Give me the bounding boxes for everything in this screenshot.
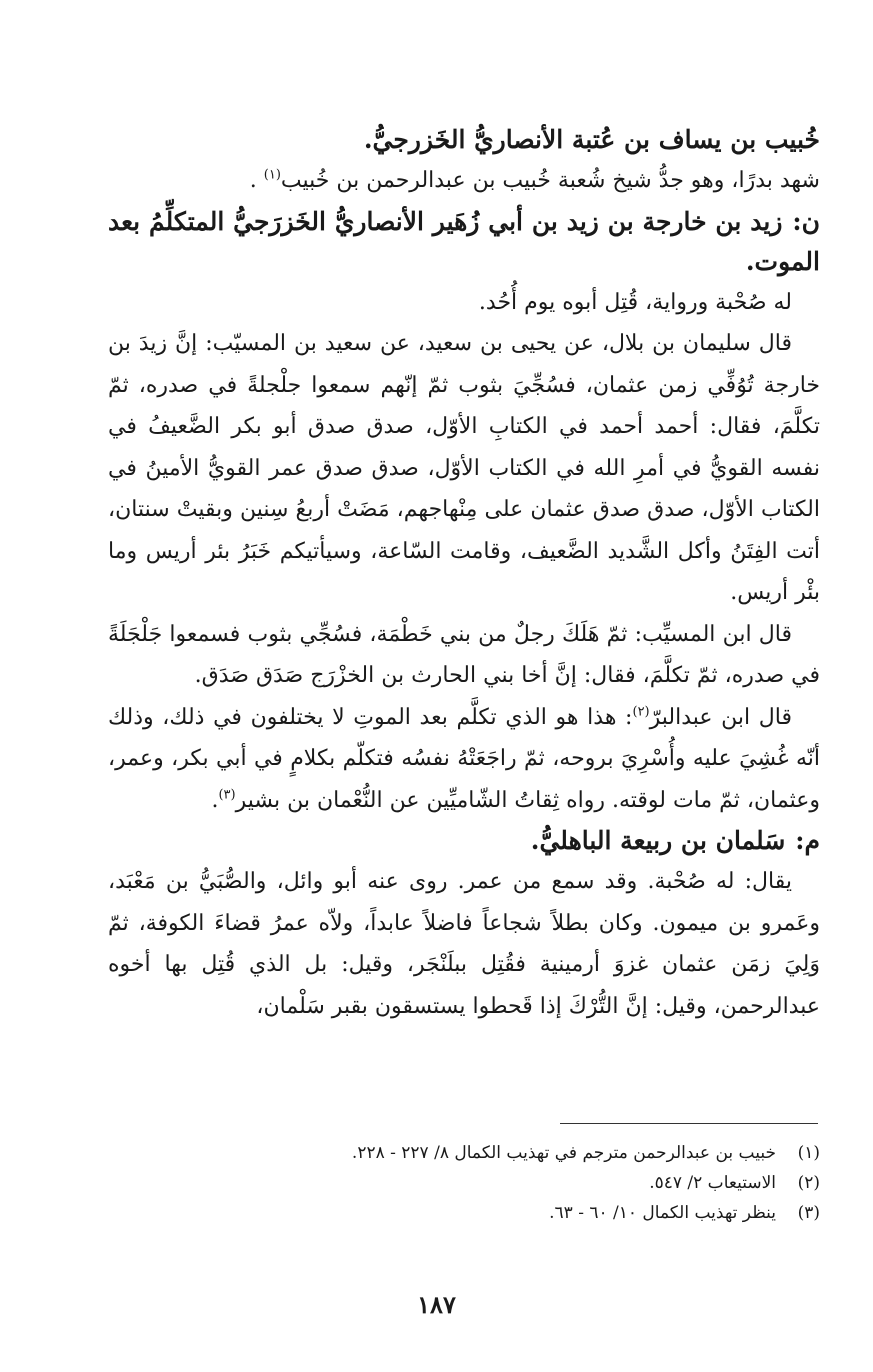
paragraph [108,861,820,1027]
entry-title-salman [108,821,820,861]
footnote-ref: (٣) [218,787,236,803]
entry-title-text: زيد بن خارجة بن زيد بن أبي زُهَير الأنصاريُّ الخَزرَجيُّ المتكلِّمُ بعد الموت. [108,206,820,276]
entry-title-text: سَلمان بن ربيعة الباهليُّ. [530,826,786,855]
paragraph-text: يقال: له صُحْبة. وقد سمع من عمر. روى عنه أبو وائل، والصُّبَيُّ بن مَعْبَد، وعَمرو بن ميمون. وكان بطلاً شجاعاً فاضلاً عابداً، ولاّه عمرُ قضاءَ الكوفة، ثمّ وَلِيَ زمَن عثمان غزوَ أرمينية فقُتِل ببلَنْجَر، وقيل: بل الذي قُتِل بها أخوه عبدالرحمن، وقيل: إنَّ التُّرْكَ إذا قَحطوا يستسقون بقبر سَلْمان، [108,869,820,1019]
footnote-number: (١) [797,1143,820,1163]
footnote-ref: (٢) [632,704,650,720]
paragraph-text: : هذا هو الذي تكلَّم بعد الموتِ لا يختلفون في ذلك، وذلك أنّه غُشِيَ عليه وأُسْرِيَ بروحه، ثمّ راجَعَتْهُ نفسُه فتكلّم بكلامٍ في أبي بكر، وعمر، وعثمان، ثمّ مات لوقته. رواه ثِقاتُ الشّاميِّين عن النُّعْمان بن بشير [108,704,820,813]
paragraph [108,614,820,697]
paragraph [108,282,820,324]
paragraph-text: قال ابن المسيِّب: ثمّ هَلَكَ رجلٌ من بني خَطْمَة، فسُجِّي بثوب فسمعوا جَلْجَلَةً في صدره، ثمّ تكلَّمَ، فقال: إنَّ أخا بني الحارث بن الخزْرَج صَدَق صَدَق. [108,621,820,688]
footnote [108,1168,820,1198]
paragraph-text: شهد بدرًا، وهو جدُّ شيخ شُعبة خُبيب بن عبدالرحمن بن خُبيب [280,168,820,193]
footnote-number: (٢) [797,1173,820,1193]
footnote [108,1138,820,1168]
paragraph-text: له صُحْبة ورواية، قُتِل أبوه يوم أُحُد. [478,289,792,315]
paragraph-text: قال ابن عبدالبرّ [649,704,792,730]
footnote-number: (٣) [797,1203,820,1223]
entry-title-text: خُبيب بن يساف بن عُتبة الأنصاريُّ الخَزرجيُّ. [363,125,820,154]
paragraph-text: قال سليمان بن بلال، عن يحيى بن سعيد، عن سعيد بن المسيّب: إنَّ زيدَ بن خارجة تُوُفِّي زمن عثمان، فسُجِّيَ بثوب ثمّ إنّهم سمعوا جلْجلةً في صدره، ثمّ تكلَّمَ، فقال: أحمد أحمد في الكتابِ الأوّل، صدق صدق أبو بكر الضَّعيفُ في نفسه القويُّ في أمرِ الله في الكتاب الأوّل، صدق صدق عمر القويُّ الأمينُ في الكتاب الأوّل، صدق صدق عثمان على مِنْهاجهم، مَضَتْ أربعُ سِنين وبقيتْ سنتان، أتت الفِتَنُ وأكل الشَّديد الضَّعيف، وقامت السّاعة، وسيأتيكم خَبَرُ بئر أريس وما بئْر أريس. [108,331,820,605]
main-text-column [108,120,820,1027]
footnote-ref: (١) [263,167,281,183]
paragraph [108,323,820,614]
entry-title-zaid [108,202,820,282]
footnote [108,1198,820,1228]
paragraph: قال ابن عبدالبرّ$^{(٢)}$: هذا هو الذي تكلَّم بعد الموتِ لا يختلفون في ذلك، وذلك أنّه غُشِيَ عليه وأُسْرِيَ بروحه، ثمّ راجَعَتْهُ نفسُه فتكلّم بكلامٍ في أبي بكر، وعمر، وعثمان، ثمّ مات لوقته. رواه ثِقاتُ الشّاميِّين عن النُّعْمان بن بشير$^{(٣)}$. [108,704,820,813]
paragraph: شهد بدرًا، وهو جدُّ شيخ شُعبة خُبيب بن عبدالرحمن بن خُبيب$^{(١)}$ . [249,167,820,193]
entry-title-khubaib [108,120,820,160]
page-number: ١٨٧ [417,1290,456,1319]
entry-tag: ن: [792,206,820,236]
footnote-text: خبيب بن عبدالرحمن مترجم في تهذيب الكمال ٨/ ٢٢٧ - ٢٢٨. [351,1143,776,1163]
footnote-text: الاستيعاب ٢/ ٥٤٧. [649,1173,776,1193]
entry-tag: م: [795,826,820,855]
footnote-text: ينظر تهذيب الكمال ١٠/ ٦٠ - ٦٣. [549,1203,776,1223]
footnote-divider [560,1123,818,1124]
